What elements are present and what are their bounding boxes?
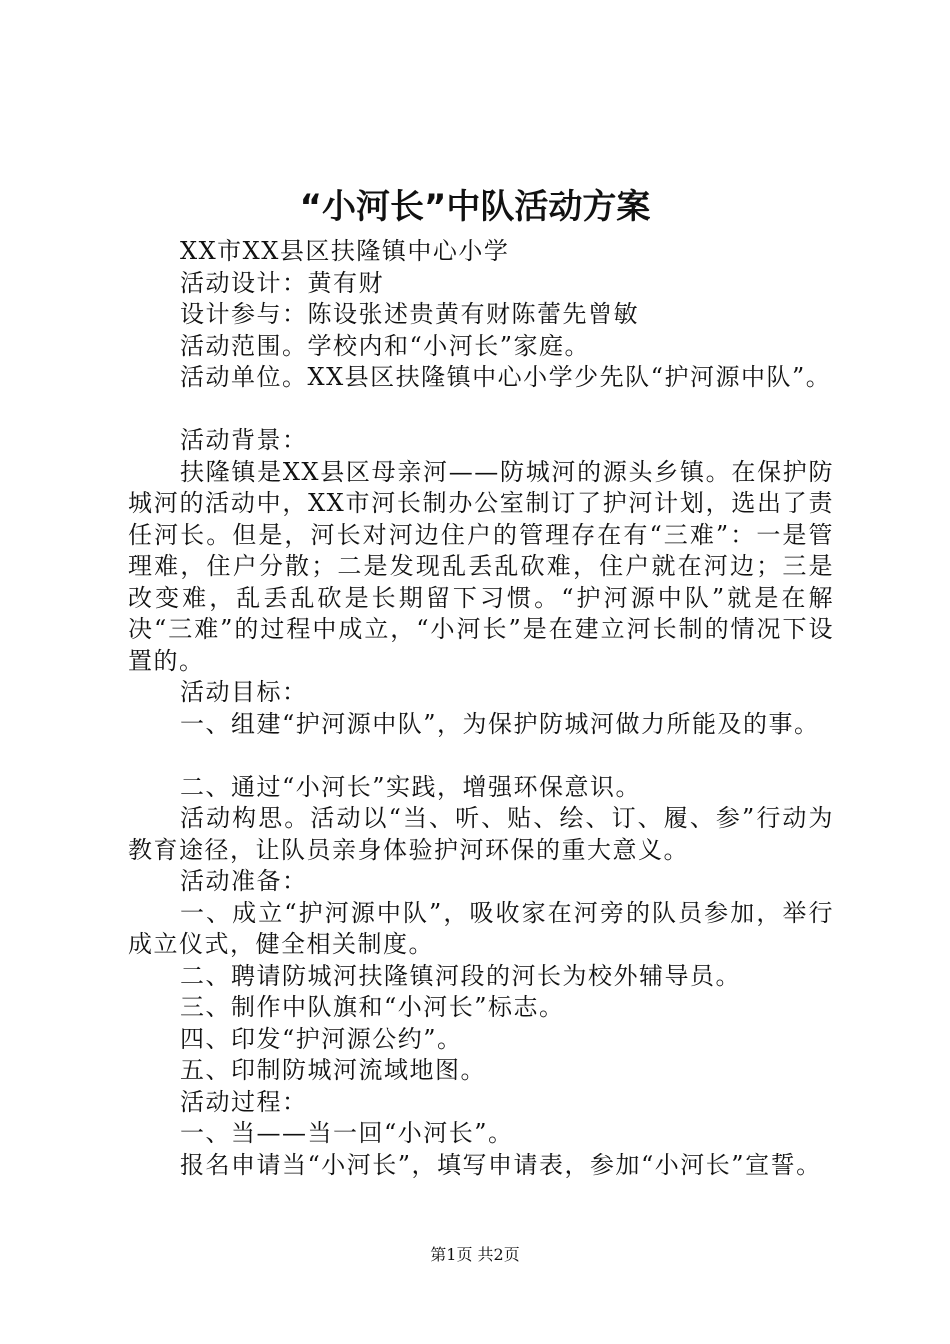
heading-process: 活动过程： bbox=[180, 1087, 308, 1116]
heading-background: 活动背景： bbox=[180, 426, 308, 454]
paragraph-goal-2: 二、通过“小河长”实践，增强环保意识。 bbox=[180, 772, 642, 801]
paragraph-concept: 活动构思。活动以“当、听、贴、绘、订、履、参”行动为教育途径，让队员亲身体验护河环保的重大意义。 bbox=[128, 804, 834, 864]
paragraph-prep-1: 一、成立“护河源中队”，吸收家在河旁的队员参加，举行成立仪式，健全相关制度。 bbox=[128, 898, 834, 958]
paragraph-goal-1: 一、组建“护河源中队”，为保护防城河做力所能及的事。 bbox=[180, 709, 820, 738]
document-title: “小河长”中队活动方案 bbox=[299, 187, 651, 227]
paragraph-designer: 活动设计：黄有财 bbox=[180, 268, 384, 297]
page-number-footer: 第1页 共2页 bbox=[430, 1245, 520, 1264]
paragraph-prep-2: 二、聘请防城河扶隆镇河段的河长为校外辅导员。 bbox=[180, 961, 741, 990]
heading-preparation: 活动准备： bbox=[180, 867, 308, 895]
paragraph-school: XX市XX县区扶隆镇中心小学 bbox=[180, 237, 510, 265]
paragraph-prep-5: 五、印制防城河流域地图。 bbox=[180, 1056, 486, 1084]
paragraph-unit: 活动单位。XX县区扶隆镇中心小学少先队“护河源中队”。 bbox=[180, 363, 832, 391]
document-body bbox=[128, 236, 834, 1181]
heading-goals: 活动目标： bbox=[180, 678, 308, 706]
paragraph-prep-4: 四、印发“护河源公约”。 bbox=[180, 1024, 463, 1053]
paragraph-process-signup: 报名申请当“小河长”，填写申请表，参加“小河长”宣誓。 bbox=[180, 1150, 822, 1179]
paragraph-process-1: 一、当——当一回“小河长”。 bbox=[180, 1119, 514, 1147]
paragraph-prep-3: 三、制作中队旗和“小河长”标志。 bbox=[180, 993, 565, 1021]
paragraph-participants: 设计参与：陈设张述贵黄有财陈蕾先曾敏 bbox=[180, 300, 639, 328]
paragraph-background: 扶隆镇是XX县区母亲河——防城河的源头乡镇。在保护防城河的活动中，XX市河长制办公室制订了护河计划，选出了责任河长。但是，河长对河边住户的管理存在有“三难”：一是管理难，住户分散；二是发现乱丢乱砍难，住户就在河边；三是改变难，乱丢乱砍是长期留下习惯。“护河源中队”就是在解决“三难”的过程中成立，“小河长”是在建立河长制的情况下设置的。 bbox=[128, 457, 834, 675]
paragraph-scope: 活动范围。学校内和“小河长”家庭。 bbox=[180, 331, 591, 360]
